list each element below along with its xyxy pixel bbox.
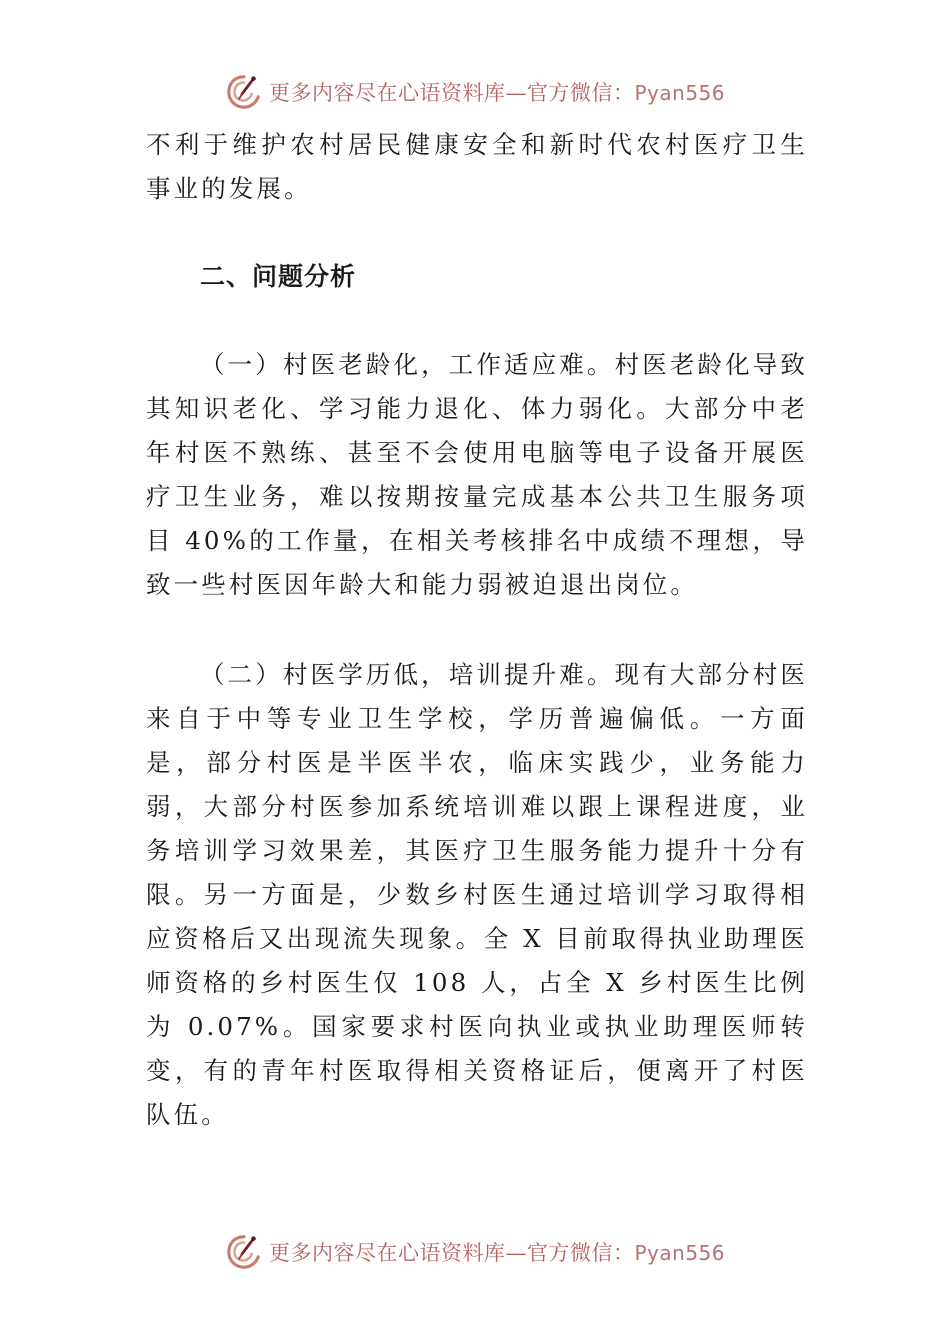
continuation-paragraph: 不利于维护农村居民健康安全和新时代农村医疗卫生事业的发展。 (146, 130, 808, 203)
spacer (146, 607, 808, 653)
watermark-account: Pyan556 (634, 81, 725, 105)
paragraph-aging-doctors: （一）村医老龄化，工作适应难。村医老龄化导致其知识老化、学习能力退化、体力弱化。大部分中老年村医不熟练、甚至不会使用电脑等电子设备开展医疗卫生业务，难以按期按量完成基本公共卫生服务项目 40%的工作量，在相关考核排名中成绩不理想，导致一些村医因年龄大和能力弱被迫退出岗位。 (146, 350, 808, 599)
watermark-label: 更多内容尽在心语资料库—官方微信：Pyan556 (268, 1241, 725, 1265)
swirl-logo-icon (225, 1233, 263, 1271)
spacer (146, 211, 808, 255)
spacer (146, 299, 808, 343)
swirl-logo-icon (225, 73, 263, 111)
paragraph-low-education: （二）村医学历低，培训提升难。现有大部分村医来自于中等专业卫生学校，学历普遍偏低。一方面是，部分村医是半医半农，临床实践少，业务能力弱，大部分村医参加系统培训难以跟上课程进度，业务培训学习效果差，其医疗卫生服务能力提升十分有限。另一方面是，少数乡村医生通过培训学习取得相应资格后又出现流失现象。全 X 目前取得执业助理医师资格的乡村医生仅 108 人，占全 X 乡村医生比例为 0.07%。国家要求村医向执业或执业助理医师转变，有的青年村医取得相关资格证后，便离开了村医队伍。 (146, 660, 808, 1129)
document-body (146, 123, 808, 1137)
watermark-account: Pyan556 (634, 1241, 725, 1265)
footer-watermark (0, 1232, 950, 1272)
watermark-label: 更多内容尽在心语资料库—官方微信：Pyan556 (268, 81, 725, 105)
section-heading: 二、问题分析 (200, 262, 357, 291)
header-watermark (0, 72, 950, 112)
